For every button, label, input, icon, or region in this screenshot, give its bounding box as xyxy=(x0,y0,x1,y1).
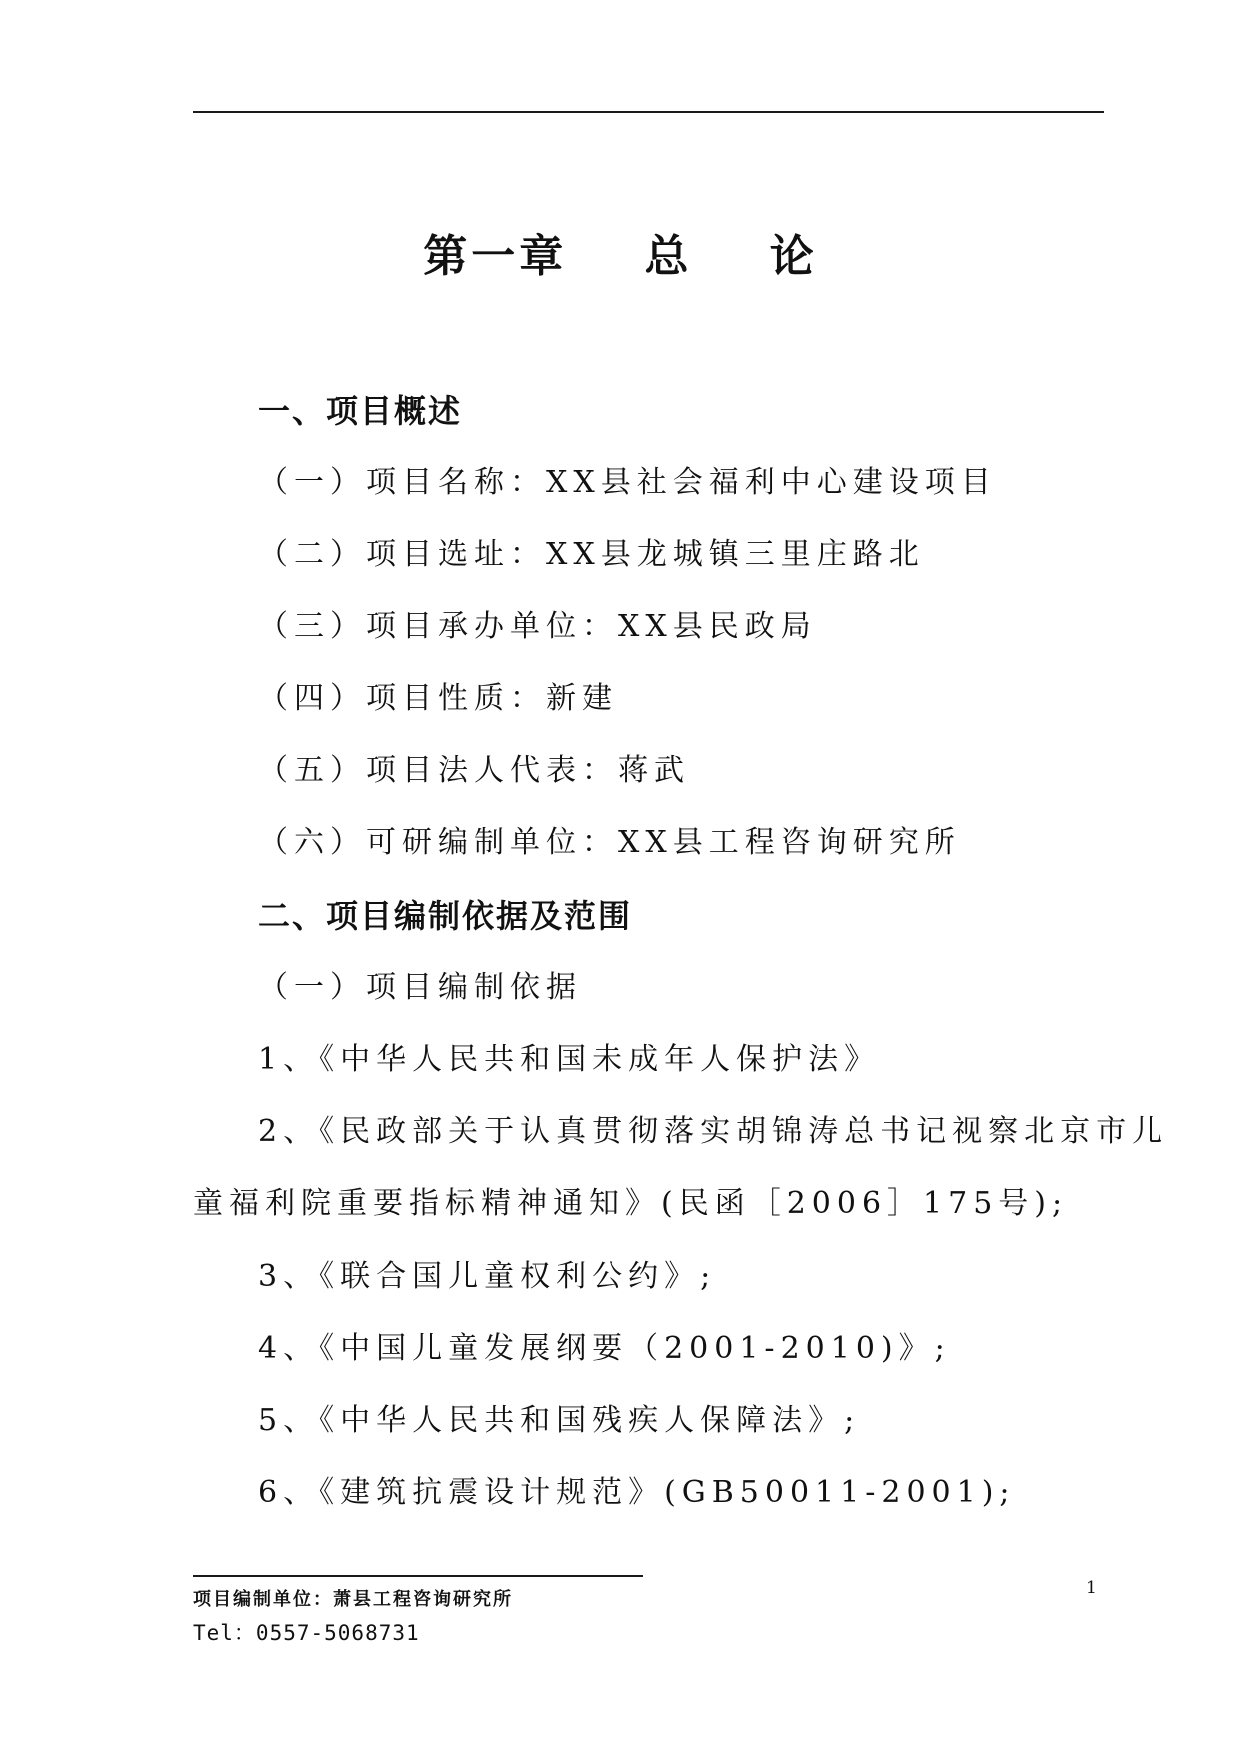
item-project-name: （一）项目名称：XX县社会福利中心建设项目 xyxy=(258,465,997,500)
item-project-site: （二）项目选址：XX县龙城镇三里庄路北 xyxy=(258,537,925,572)
chapter-title: 第一章 总 论 xyxy=(423,231,818,282)
footer-telephone: Tel：0557-5068731 xyxy=(193,1621,420,1645)
header-rule xyxy=(193,111,1104,113)
item-legal-representative: （五）项目法人代表：蒋武 xyxy=(258,753,690,788)
item-study-compiler: （六）可研编制单位：XX县工程咨询研究所 xyxy=(258,825,961,860)
basis-item-3: 3、《联合国儿童权利公约》; xyxy=(258,1259,717,1294)
basis-item-2-line-2: 童福利院重要指标精神通知》(民函［2006］175号); xyxy=(193,1186,1069,1221)
section-heading-basis-scope: 二、项目编制依据及范围 xyxy=(258,897,633,935)
basis-item-6: 6、《建筑抗震设计规范》(GB50011-2001); xyxy=(258,1475,1016,1510)
item-undertaking-unit: （三）项目承办单位：XX县民政局 xyxy=(258,609,817,644)
item-project-nature: （四）项目性质：新建 xyxy=(258,681,618,716)
basis-item-5: 5、《中华人民共和国残疾人保障法》; xyxy=(258,1403,861,1438)
footer-rule xyxy=(193,1575,643,1577)
subsection-basis: （一）项目编制依据 xyxy=(258,970,582,1005)
page-number: 1 xyxy=(1086,1578,1097,1598)
footer-organization: 项目编制单位：萧县工程咨询研究所 xyxy=(193,1589,513,1610)
basis-item-4: 4、《中国儿童发展纲要（2001-2010)》; xyxy=(258,1331,951,1366)
basis-item-1: 1、《中华人民共和国未成年人保护法》 xyxy=(258,1042,881,1077)
section-heading-overview: 一、项目概述 xyxy=(258,392,463,430)
basis-item-2-line-1: 2、《民政部关于认真贯彻落实胡锦涛总书记视察北京市儿 xyxy=(258,1114,1169,1149)
